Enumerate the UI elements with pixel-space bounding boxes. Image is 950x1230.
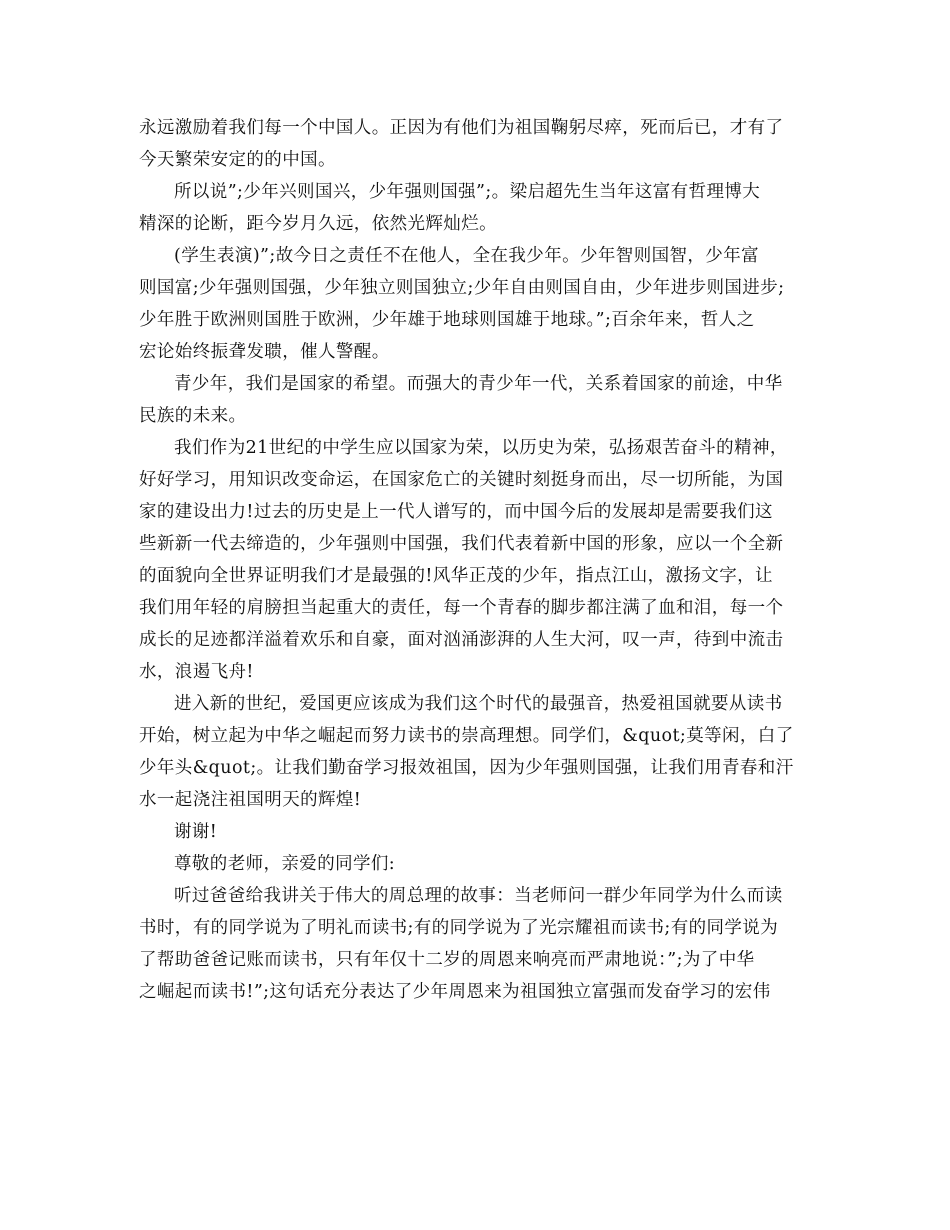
text-line: 好好学习，用知识改变命运，在国家危亡的关键时刻挺身而出，尽一切所能，为国 <box>139 470 784 490</box>
text-line: 开始，树立起为中华之崛起而努力读书的崇高理想。同学们，&quot;莫等闲，白了 <box>139 726 794 746</box>
text-line: 些新新一代去缔造的，少年强则中国强，我们代表着新中国的形象，应以一个全新 <box>139 534 784 554</box>
document-body <box>139 112 819 1008</box>
text-line: (学生表演)”;故今日之责任不在他人，全在我少年。少年智则国智，少年富 <box>174 246 759 266</box>
text-line: 进入新的世纪，爱国更应该成为我们这个时代的最强音，热爱祖国就要从读书 <box>174 694 783 714</box>
text-line: 水一起浇注祖国明天的辉煌! <box>139 790 362 810</box>
text-line: 成长的足迹都洋溢着欢乐和自豪，面对汹涌澎湃的人生大河，叹一声，待到中流击 <box>139 630 784 650</box>
text-line: 听过爸爸给我讲关于伟大的周总理的故事：当老师问一群少年同学为什么而读 <box>174 886 783 906</box>
text-line: 书时，有的同学说为了明礼而读书;有的同学说为了光宗耀祖而读书;有的同学说为 <box>139 918 779 938</box>
text-line: 所以说”;少年兴则国兴，少年强则国强”;。梁启超先生当年这富有哲理博大 <box>174 182 761 202</box>
text-line: 家的建设出力!过去的历史是上一代人谱写的，而中国今后的发展却是需要我们这 <box>139 502 773 522</box>
text-line: 尊敬的老师，亲爱的同学们: <box>174 854 396 874</box>
text-line: 我们作为21世纪的中学生应以国家为荣，以历史为荣，弘扬艰苦奋斗的精神， <box>174 438 788 458</box>
text-line: 谢谢! <box>174 822 218 842</box>
text-line: 永远激励着我们每一个中国人。正因为有他们为祖国鞠躬尽瘁，死而后已，才有了 <box>139 118 784 138</box>
text-line: 青少年，我们是国家的希望。而强大的青少年一代，关系着国家的前途，中华 <box>174 374 783 394</box>
text-line: 民族的未来。 <box>139 406 247 426</box>
text-line: 的面貌向全世界证明我们才是最强的!风华正茂的少年，指点江山，激扬文字，让 <box>139 566 773 586</box>
text-line: 我们用年轻的肩膀担当起重大的责任，每一个青春的脚步都注满了血和泪，每一个 <box>139 598 784 618</box>
text-line: 水，浪遏飞舟! <box>139 662 254 682</box>
text-line: 则国富;少年强则国强，少年独立则国独立;少年自由则国自由，少年进步则国进步; <box>139 278 785 298</box>
text-line: 了帮助爸爸记账而读书，只有年仅十二岁的周恩来响亮而严肃地说：”;为了中华 <box>139 950 755 970</box>
text-line: 今天繁荣安定的的中国。 <box>139 150 336 170</box>
text-line: 之崛起而读书!”;这句话充分表达了少年周恩来为祖国独立富强而发奋学习的宏伟 <box>139 982 771 1002</box>
text-line: 少年胜于欧洲则国胜于欧洲，少年雄于地球则国雄于地球。”;百余年来，哲人之 <box>139 310 755 330</box>
text-line: 宏论始终振聋发聩，催人警醒。 <box>139 342 390 362</box>
text-line: 精深的论断，距今岁月久远，依然光辉灿烂。 <box>139 214 497 234</box>
text-line: 少年头&quot;。让我们勤奋学习报效祖国，因为少年强则国强，让我们用青春和汗 <box>139 758 794 778</box>
